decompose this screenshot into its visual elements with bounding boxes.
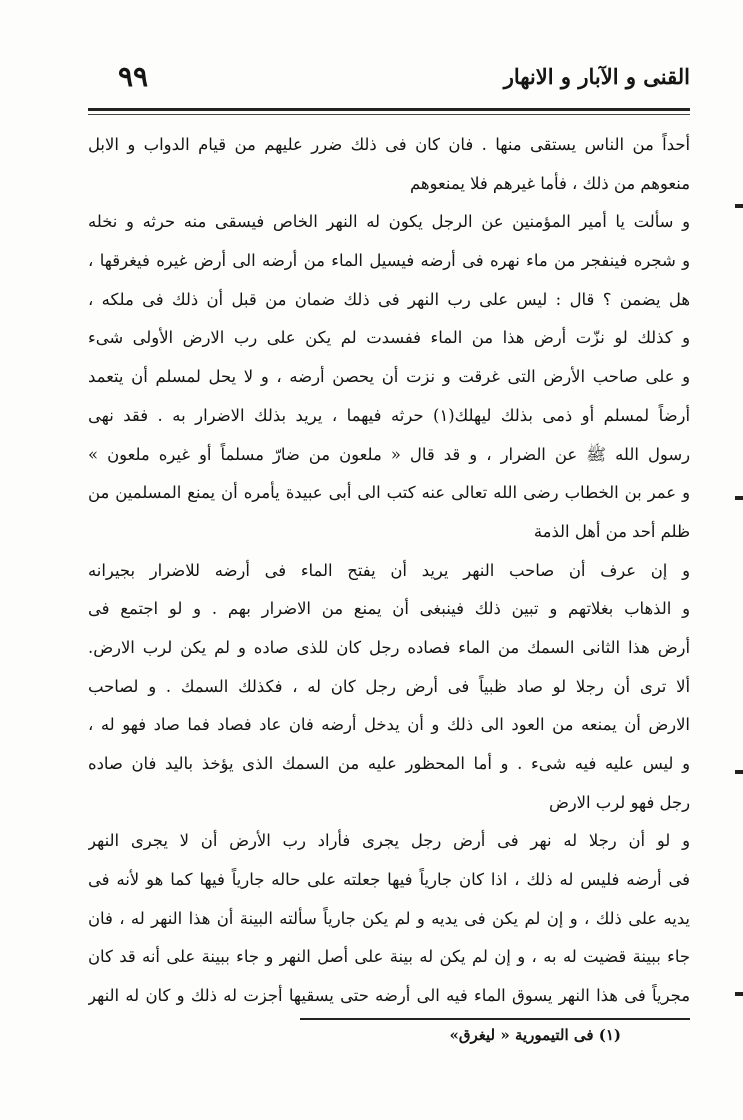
text-line: و شجره فينفجر من ماء نهره فى أرضه فيسيل الماء من أرضه الى أرض غيره فيغرقها ، xyxy=(88,251,690,271)
text-line: و إن عرف أن صاحب النهر يريد أن يفتح الماء فى أرضه للاضرار بجيرانه xyxy=(88,560,690,580)
text-line: و كذلك لو نزّت أرض هذا من الماء ففسدت لم يكن على رب الارض الأولى شىء xyxy=(88,328,690,348)
text-line: مجرياً فى هذا النهر يسوق الماء فيه الى أرضه حتى يسقيها أجزت له ذلك و كان له النهر xyxy=(88,986,690,1006)
edge-mark xyxy=(735,992,743,996)
text-line: أرضاً لمسلم أو ذمى بذلك ليهلك(١) حرثه فيهما ، يريد بذلك الاضرار به . فقد نهى xyxy=(88,405,690,425)
header-rule xyxy=(88,108,690,111)
page-number: ٩٩ xyxy=(118,60,149,93)
text-line: رسول الله ﷺ عن الضرار ، و قد قال « ملعون من ضارّ مسلماً أو غيره ملعون » xyxy=(88,444,690,464)
footnote-rule xyxy=(300,1018,690,1020)
text-line: و لو أن رجلا له نهر فى أرض رجل يجرى فأراد رب الأرض أن لا يجرى النهر xyxy=(88,831,690,851)
running-title: القنى و الآبار و الانهار xyxy=(503,64,690,89)
body-text xyxy=(88,126,690,1016)
edge-mark xyxy=(735,496,743,500)
footnote: (١) فى التيمورية « ليغرق» xyxy=(449,1026,621,1044)
text-line: ألا ترى أن رجلا لو صاد ظبياً فى أرض رجل كان له ، فكذلك السمك . و لصاحب xyxy=(88,676,690,696)
text-line: يديه على ذلك ، و إن لم يكن فى يديه و لم يكن جارياً سألته البينة أن هذا النهر له ، فان xyxy=(88,908,690,928)
page-header xyxy=(88,60,690,100)
edge-mark xyxy=(735,204,743,208)
text-line: أرض هذا الثانى السمك من الماء فصاده رجل كان للذى صاده و لم يكن لرب الارض. xyxy=(88,637,690,657)
header-rule-thin xyxy=(88,114,690,115)
text-line: فى أرضه فليس له ذلك ، اذا كان جارياً فيها جعلته على حاله جارياً فيها كما هو لأنه فى xyxy=(88,870,690,890)
text-line: هل يضمن ؟ قال : ليس على رب النهر فى ذلك ضمان من قبل أن ذلك فى ملكه ، xyxy=(88,289,690,309)
text-line: و سألت يا أمير المؤمنين عن الرجل يكون له النهر الخاص فيسقى منه حرثه و نخله xyxy=(88,212,690,232)
text-line: و على صاحب الأرض التى غرقت و نزت أن يحصن أرضه ، و لا يحل لمسلم أن يتعمد xyxy=(88,367,690,387)
text-line: و الذهاب بغلاتهم و تبين ذلك فينبغى أن يمنع من الاضرار بهم . و لو اجتمع فى xyxy=(88,599,690,619)
text-line: الارض أن يمنعه من العود الى ذلك و أن يدخل أرضه فان عاد فصاد فما صاد فهو له ، xyxy=(88,715,690,735)
text-line: منعوهم من ذلك ، فأما غيرهم فلا يمنعوهم xyxy=(409,173,690,193)
text-line: و عمر بن الخطاب رضى الله تعالى عنه كتب الى أبى عبيدة يأمره أن يمنع المسلمين من xyxy=(88,483,690,503)
edge-mark xyxy=(735,770,743,774)
text-line: أحداً من الناس يستقى منها . فان كان فى ذلك ضرر عليهم من قيام الدواب و الابل xyxy=(88,135,690,154)
text-line: جاء ببينة قضيت له به ، و إن لم يكن له بينة على أصل النهر و جاء ببينة على أنه قد كان xyxy=(88,947,690,967)
text-line: ظلم أحد من أهل الذمة xyxy=(533,521,690,541)
text-line: رجل فهو لرب الارض xyxy=(548,792,690,812)
text-line: و ليس عليه فيه شىء . و أما المحظور عليه من السمك الذى يؤخذ باليد فان صاده xyxy=(88,754,690,773)
